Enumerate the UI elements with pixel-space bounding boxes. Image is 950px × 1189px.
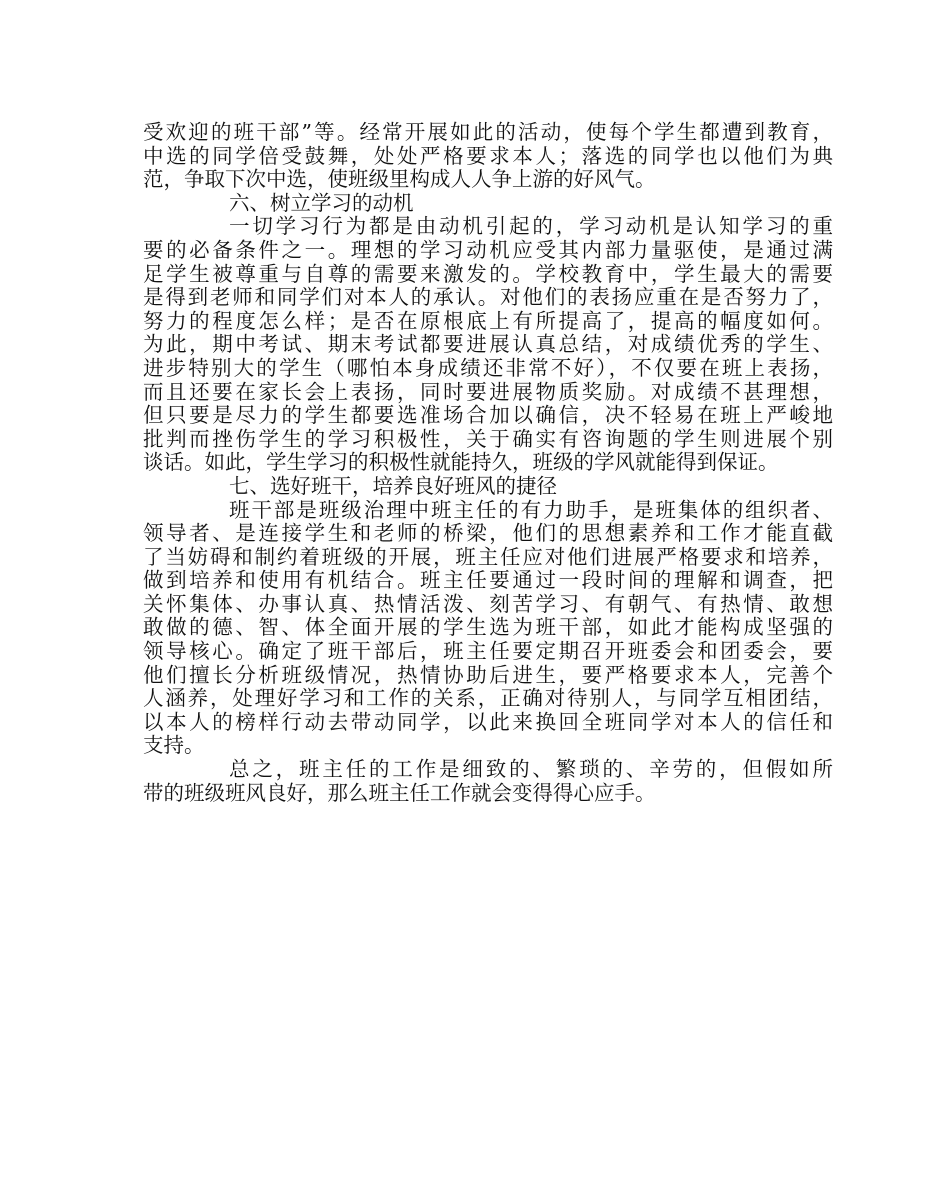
text-line: 要的必备条件之一。理想的学习动机应受其内部力量驱使，是通过满 xyxy=(143,237,833,262)
text-line: 以本人的榜样行动去带动同学，以此来换回全班同学对本人的信任和 xyxy=(143,709,833,734)
text-line: 人涵养，处理好学习和工作的关系，正确对待别人，与同学互相团结， xyxy=(143,686,833,711)
text-line: 谈话。如此，学生学习的积极性就能持久，班级的学风就能得到保证。 xyxy=(143,450,779,475)
paragraph-learning-motivation xyxy=(143,215,833,475)
text-line: 了当妨碍和制约着班级的开展，班主任应对他们进展严格要求和培养， xyxy=(143,544,833,569)
text-line: 他们擅长分析班级情况，热情协助后进生，要严格要求本人，完善个 xyxy=(143,662,833,687)
text-line: 为此，期中考试、期末考试都要进展认真总结，对成绩优秀的学生、 xyxy=(143,332,833,357)
text-line: 敢做的德、智、体全面开展的学生选为班干部，如此才能构成坚强的 xyxy=(143,615,833,640)
text-line: 批判而挫伤学生的学习积极性，关于确实有咨询题的学生则进展个别 xyxy=(143,426,833,451)
text-line: 关怀集体、办事认真、热情活泼、刻苦学习、有朝气、有热情、敢想 xyxy=(143,591,833,616)
text-line: 中选的同学倍受鼓舞，处处严格要求本人；落选的同学也以他们为典 xyxy=(143,143,833,168)
paragraph-class-cadres xyxy=(143,499,833,759)
heading-text: 七、选好班干，培养良好班风的捷径 xyxy=(229,473,557,498)
text-line: 班干部是班级治理中班主任的有力助手，是班集体的组织者、 xyxy=(229,497,833,522)
paragraph-class-leaders-activities xyxy=(143,121,833,192)
section-heading-6 xyxy=(143,192,833,216)
text-line: 而且还要在家长会上表扬，同时要进展物质奖励。对成绩不甚理想， xyxy=(143,379,833,404)
text-line: 是得到老师和同学们对本人的承认。对他们的表扬应重在是否努力了， xyxy=(143,285,833,310)
text-line: 总之，班主任的工作是细致的、繁琐的、辛劳的，但假如所 xyxy=(229,757,833,782)
text-line: 带的班级班风良好，那么班主任工作就会变得得心应手。 xyxy=(143,780,656,805)
text-line: 范，争取下次中选，使班级里构成人人争上游的好风气。 xyxy=(143,167,656,192)
heading-text: 六、树立学习的动机 xyxy=(229,190,414,215)
text-line: 努力的程度怎么样；是否在原根底上有所提高了，提高的幅度如何。 xyxy=(143,308,833,333)
text-line: 领导核心。确定了班干部后，班主任要定期召开班委会和团委会，要 xyxy=(143,639,833,664)
section-heading-7 xyxy=(143,475,833,499)
text-line: 领导者、是连接学生和老师的桥梁，他们的思想素养和工作才能直截 xyxy=(143,521,833,546)
text-line: 但只要是尽力的学生都要选准场合加以确信，决不轻易在班上严峻地 xyxy=(143,403,833,428)
document-page xyxy=(143,121,833,805)
paragraph-conclusion xyxy=(143,758,833,805)
text-line: 受欢迎的班干部”等。经常开展如此的活动，使每个学生都遭到教育， xyxy=(143,120,833,144)
text-line: 进步特别大的学生（哪怕本身成绩还非常不好），不仅要在班上表扬， xyxy=(143,355,833,380)
text-line: 支持。 xyxy=(143,733,205,758)
text-line: 做到培养和使用有机结合。班主任要通过一段时间的理解和调查，把 xyxy=(143,568,833,593)
text-line: 一切学习行为都是由动机引起的，学习动机是认知学习的重 xyxy=(229,214,833,239)
text-line: 足学生被尊重与自尊的需要来激发的。学校教育中，学生最大的需要 xyxy=(143,261,833,286)
